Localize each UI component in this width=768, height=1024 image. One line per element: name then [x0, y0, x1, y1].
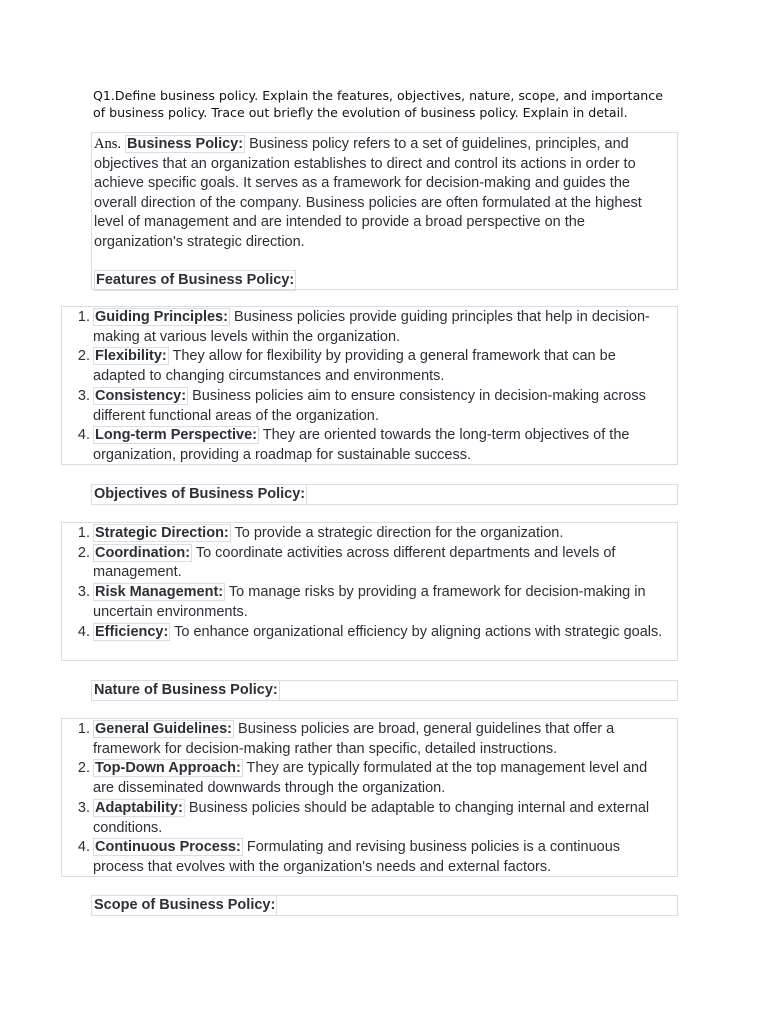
list-item: 4. Long-term Perspective: They are oriented towards the long-term objectives of the organization, providing a roadmap for sustainable success.	[77, 427, 630, 463]
features-list	[61, 306, 678, 465]
scope-heading: Scope of Business Policy:	[94, 897, 276, 913]
ans-label: Ans.	[94, 136, 121, 152]
list-item: 1. Strategic Direction: To provide a strategic direction for the organization.	[77, 525, 564, 541]
question-text: Q1.Define business policy. Explain the features, objectives, nature, scope, and importance of business policy. Trace out briefly the evolution of business policy. Explain in detail.	[93, 88, 663, 120]
objectives-heading-box	[91, 484, 678, 505]
list-item: 1. Guiding Principles: Business policies provide guiding principles that help in decision-making at various levels within the organization.	[77, 309, 650, 345]
list-item: 1. General Guidelines: Business policies are broad, general guidelines that offer a framework for decision-making rather than specific, detailed instructions.	[77, 721, 615, 757]
objectives-list	[61, 522, 678, 661]
list-item: 3. Risk Management: To manage risks by providing a framework for decision-making in uncertain environments.	[77, 584, 646, 620]
list-item: 3. Consistency: Business policies aim to ensure consistency in decision-making across different functional areas of the organization.	[77, 387, 646, 424]
nature-heading-box	[91, 680, 678, 701]
list-item: 4. Efficiency: To enhance organizational efficiency by aligning actions with strategic goals.	[77, 623, 663, 640]
nature-list	[61, 718, 678, 877]
scope-heading-box	[91, 895, 678, 916]
objectives-heading: Objectives of Business Policy:	[94, 486, 306, 502]
nature-heading: Nature of Business Policy:	[94, 682, 278, 698]
features-heading: Features of Business Policy:	[94, 270, 296, 291]
list-item: 2. Flexibility: They allow for flexibility by providing a general framework that can be adapted to changing circumstances and environments.	[77, 348, 616, 385]
list-item: 4. Continuous Process: Formulating and revising business policies is a continuous process that evolves with the organization's needs and external factors.	[77, 839, 621, 875]
answer-term: Business Policy:	[127, 136, 244, 152]
answer-block	[91, 132, 678, 290]
answer-text: Business policy refers to a set of guidelines, principles, and objectives that an organization establishes to direct and control its actions in order to achieve specific goals. It serves as a framework for decision-making and guides the overall direction of the company. Business policies are often formulated at the highest level of management and are intended to provide a broad perspective on the organization's strategic direction.	[94, 136, 642, 250]
list-item: 3. Adaptability: Business policies should be adaptable to changing internal and external conditions.	[77, 799, 650, 836]
list-item: 2. Coordination: To coordinate activities across different departments and levels of management.	[77, 544, 616, 581]
list-item: 2. Top-Down Approach: They are typically formulated at the top management level and are disseminated downwards through the organization.	[77, 760, 648, 797]
